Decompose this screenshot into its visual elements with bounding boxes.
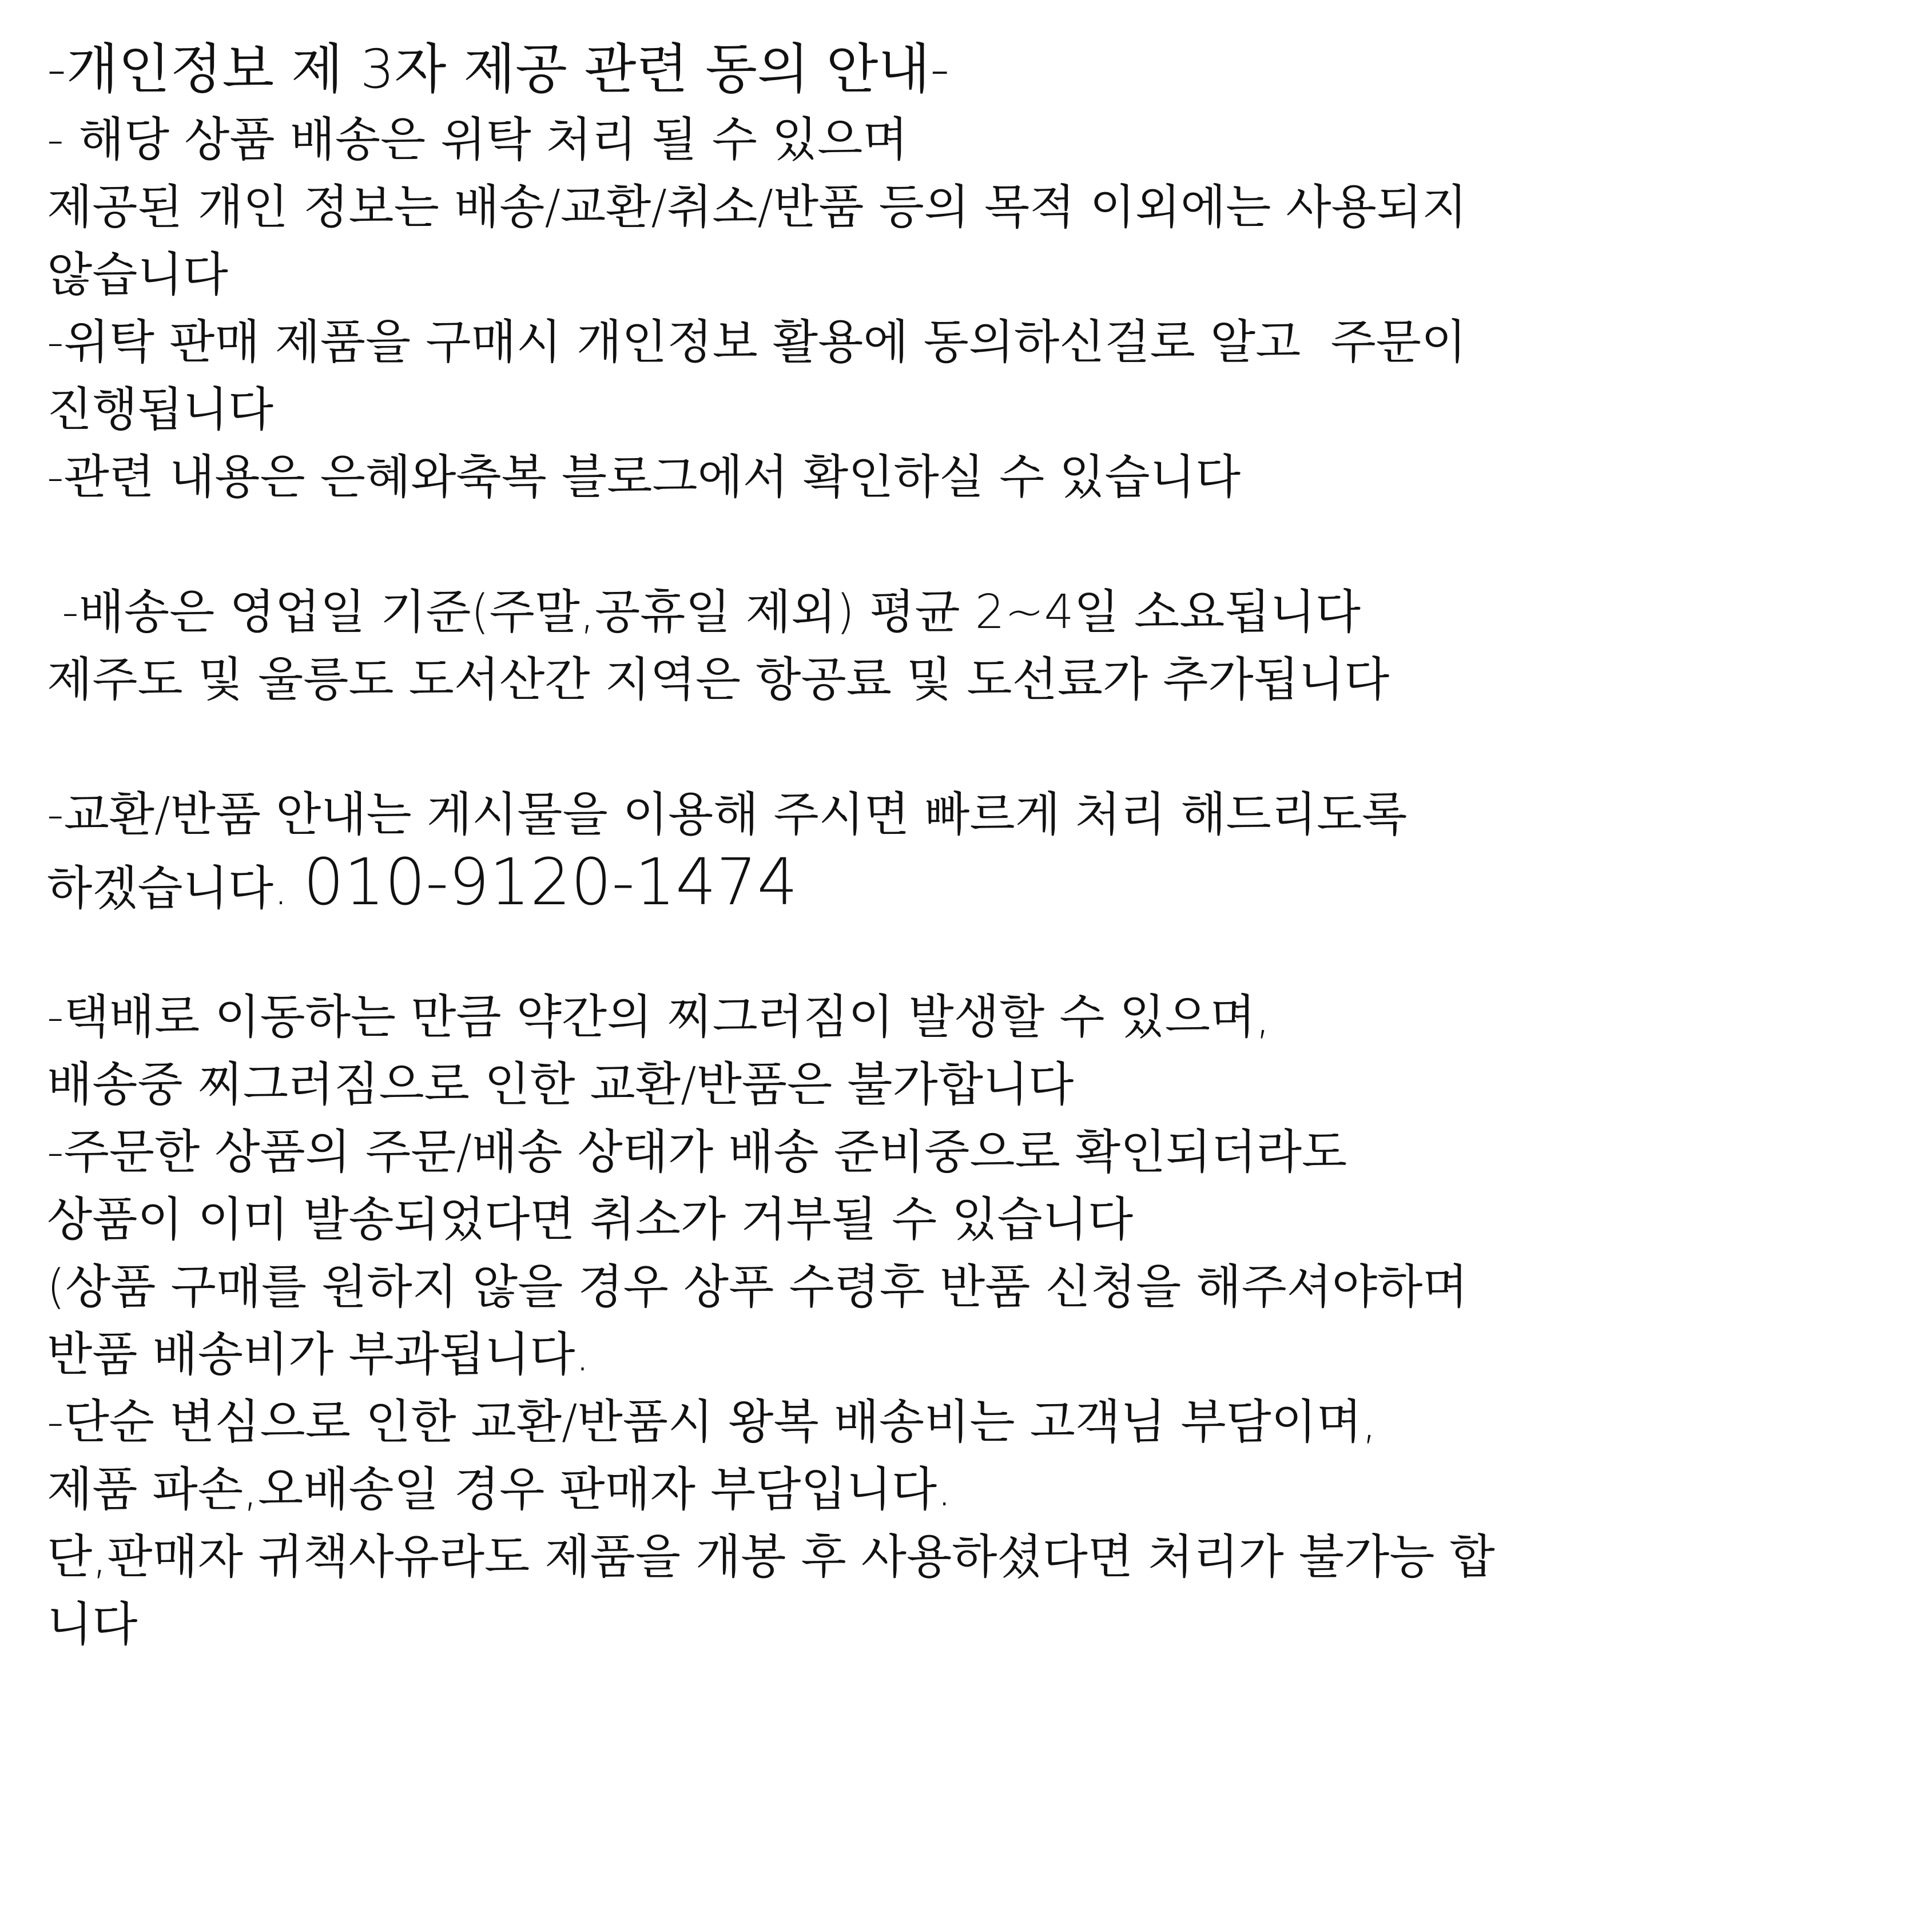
policy-line: -주문한 상품의 주문/배송 상태가 배송 준비중으로 확인되더라도 xyxy=(47,1125,1347,1179)
shipping-line: 제주도 및 울릉도 도서산간 지역은 항공료 및 도선료가 추가됩니다 xyxy=(47,653,1390,707)
spacer xyxy=(47,916,1906,984)
exchange-line-prefix: 하겠습니다. xyxy=(47,861,304,916)
policy-line: 니다 xyxy=(47,1597,138,1652)
policy-line: -택배로 이동하는 만큼 약간의 찌그러짐이 발생할 수 있으며, xyxy=(47,990,1271,1044)
shipping-line: -배송은 영업일 기준(주말,공휴일 제외) 평균 2~4일 소요됩니다 xyxy=(47,585,1361,639)
privacy-line: -관련 내용은 은혜와축복 블로그에서 확인하실 수 있습니다 xyxy=(47,450,1241,504)
privacy-line: 제공된 개인 정보는 배송/교환/취소/반품 등의 목적 이외에는 사용되지 xyxy=(47,180,1468,234)
exchange-contact-line xyxy=(47,845,1906,920)
policy-line: 배송중 찌그러짐으로 인한 교환/반품은 불가합니다 xyxy=(47,1058,1074,1112)
policy-line: 반품 배송비가 부과됩니다. xyxy=(47,1327,590,1382)
policy-line: (상품 구매를 원하지 않을 경우 상푸 수령후 반품 신청을 해주셔야하며 xyxy=(47,1260,1468,1314)
notice-title: -개인정보 제 3자 제공 관련 동의 안내- xyxy=(47,38,950,101)
privacy-line: - 해당 상품 배송은 위탁 처리 될 수 있으며 xyxy=(47,113,908,167)
privacy-line: -위탁 판매 제품을 구매시 개인정보 활용에 동의하신걸로 알고 주문이 xyxy=(47,315,1467,369)
policy-line: -단순 변심으로 인한 교환/반품시 왕복 배송비는 고객님 부담이며, xyxy=(47,1395,1377,1449)
policy-line: 상품이 이미 발송되었다면 취소가 거부될 수 있습니다 xyxy=(47,1192,1134,1247)
policy-line: 단,판매자 귀책사유라도 제품을 개봉 후 사용하셨다면 처리가 불가능 합 xyxy=(47,1530,1495,1584)
spacer xyxy=(47,511,1906,579)
privacy-line: 않습니다 xyxy=(47,248,228,302)
phone-number: 010-9120-1474 xyxy=(303,845,798,920)
spacer xyxy=(47,714,1906,781)
exchange-line: -교환/반품 안내는 게시물을 이용해 주시면 빠르게 처리 해드리도록 xyxy=(47,788,1408,842)
policy-line: 제품 파손,오배송일 경우 판매자 부담입니다. xyxy=(47,1462,952,1517)
privacy-line: 진행됩니다 xyxy=(47,383,274,437)
notice-document xyxy=(47,33,1906,1659)
